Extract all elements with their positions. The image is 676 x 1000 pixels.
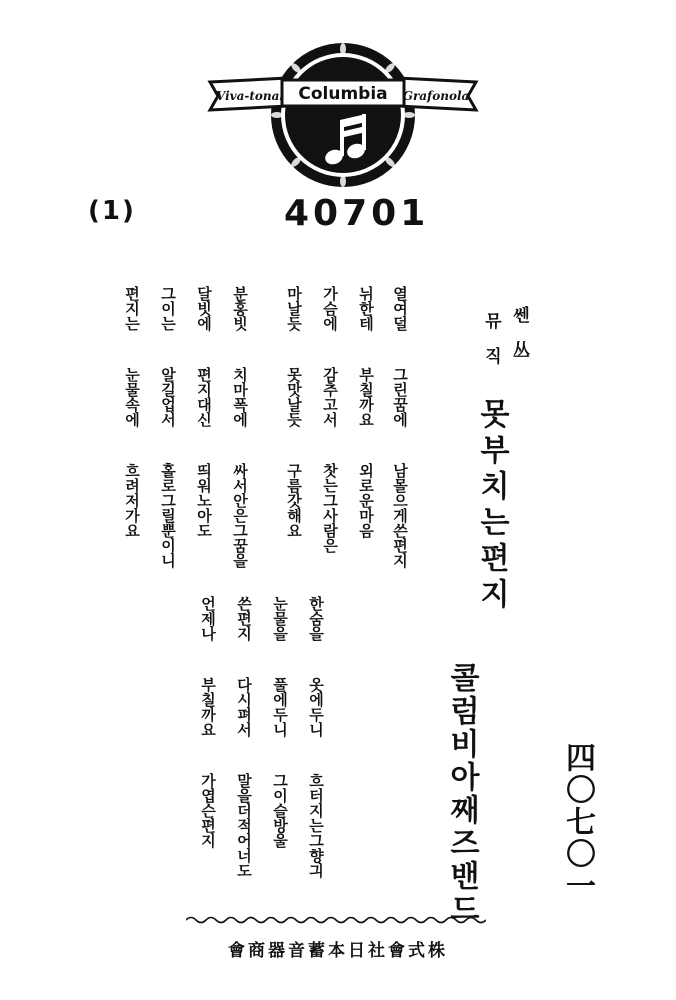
genre-label-col1: 쎈丛 bbox=[509, 306, 529, 376]
record-number: 40701 bbox=[284, 193, 430, 234]
verse1-line-7: 그이는 알길업서 홀로그릴뿐이니 bbox=[159, 286, 177, 568]
verse2-line-2: 눈물을 풀에두니 그이슬방울 bbox=[271, 596, 289, 848]
logo-left-banner-text: Viva-tonal bbox=[216, 89, 284, 103]
verse2-line-3: 쓴편지 다시펴서 말을더적어너도 bbox=[235, 596, 253, 878]
verse2-line-4: 언제나 부칠까요 가엽슨편지 bbox=[199, 596, 217, 848]
record-number-kanji: 四〇七〇一 bbox=[560, 742, 595, 902]
verse1-line-6: 달빗에 편지대신 띄워노아도 bbox=[195, 286, 213, 538]
footer-wavy-rule bbox=[186, 912, 486, 928]
logo-right-banner-text: Grafonola bbox=[402, 89, 470, 103]
song-title: 못부치는편지 bbox=[474, 398, 509, 614]
verse1-line-8: 편지는 눈물속에 흐려저가요 bbox=[123, 286, 141, 538]
genre-label-col2: 뮤직 bbox=[481, 312, 501, 382]
verse1-line-1: 열여덜 그린꿈에 남몰으게쓴편지 bbox=[391, 286, 409, 568]
columbia-logo bbox=[200, 40, 486, 190]
verse2-line-1: 한숨을 옷에두니 흐터지는그향긔 bbox=[307, 596, 325, 878]
logo-brand-text: Columbia bbox=[298, 84, 388, 104]
verse1-line-3: 가슴에 감추고서 찻는그사람은 bbox=[321, 286, 339, 553]
publisher-footer: 會商器音蓄本日社會式株 bbox=[228, 941, 448, 961]
verse1-line-2: 뉘한테 부칠까요 외로운마음 bbox=[357, 286, 375, 538]
verse1-line-4: 마날듯 못맛날듯 구름갓해요 bbox=[285, 286, 303, 538]
artist-name: 콜럼비아째즈밴드 bbox=[444, 662, 479, 926]
side-number: (1) bbox=[88, 196, 136, 226]
verse1-line-5: 분홍빗 치마폭에 싸서안은그꿈을 bbox=[231, 286, 249, 568]
